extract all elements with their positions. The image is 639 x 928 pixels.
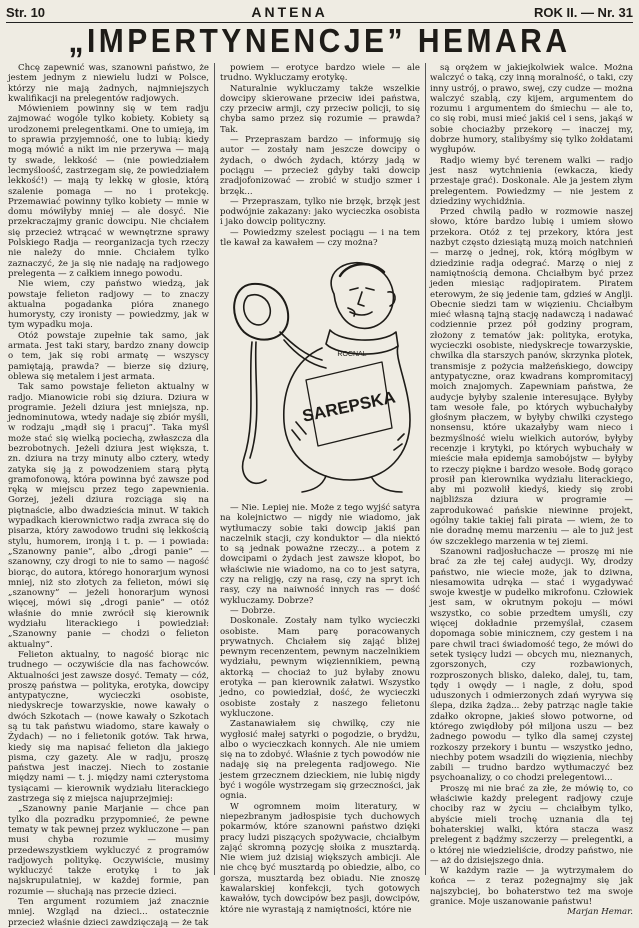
paragraph: W ogromnem moim literatury, w niepezbranym jadłospisie tych duchowych pokarmów, które szanowni państwo dzięki pracy ludzi piszących spożywacie, chciałbym zająć skromną pozycję słoika z musztardą. Nie wiem już dzisiaj większych ambicji. Ale nie chcę być musztardą po obiedzie, albo, co gorsza, musztardą bez obiadu. Nie znoszę kawalarskiej konfekcji, tych gotowych kawałów, tych dowcipów bez pasji, dowcipów, które nie wyrastają z namiętności, które nie [220,801,420,915]
paragraph: Proszę mi nie brać za złe, że mówię to, co właściwie każdy prelegent radjowy czuje chociby raz w życiu — chciałbym tylko, abyście mieli trochę uznania dla tej bohaterskiej walki, która stacza wasz prelegent z bądźmy szczerzy — prelegentki, a o której nie wiedzieliście, drodzy państwo, nie — aż do dzisiejszego dnia. [430,783,633,866]
column-right [430,63,633,918]
paragraph: Otóż powstaje zupełnie tak samo, jak armata. Jest taki stary, bardzo znany dowcip o tem, jak się robi armatę — wszyscy pamiętają, prawda? — bierze się dziurę, oblewa się metalem i jest armata. [8,330,209,382]
issue-number: ROK II. — Nr. 31 [534,4,633,20]
paragraph: — Przepraszam bardzo — informuję się autor — zostały nam jeszcze dowcipy o żydach, o dwóch żydach, którzy jadą w pociągu — przecież gdyby taki dowcip zradjofonizować — zrobić w studjo szmer i brzęk... [220,135,420,197]
page-number: Str. 10 [6,4,46,20]
paragraph: W każdym razie — ja wytrzymałem do końca — z teraz pożegnajmy się jak najszybciej, bo bohaterstwo też ma swoje granice. Moje uszanowanie państwu! [430,866,633,908]
paragraph: Szanowni radjosłuchacze — proszę mi nie brać za złe tej całej audycji. Wy, drodzy państwo, nie wiecie może, jak to dziwna, niesamowita udręka — stać i wygadywać swoje kwestje w pudełko mikrofonu. Człowiek jest sam, w okrutnym pokoju — mówi wszystko, co sobie przedtem umyśli, czy więcej dokładnie przemyślał, czasem dopomaga sobie minicznem, czy gestem i na pare chwil traci świadomość tego, że mówi do setek tysięcy ludzi — obcych mu, nieznanych, zgorszonych, czy rozbawionych, rozproszonych blisko, daleko, dalej, tu, tam, tędy i owędy — i nagle, z dołu, spod uduszonych i odmierzonych zdań wyrywa się ślepa, dzika żądza... żeby patrząc nagle takie zdałko okropne, jakieś słowo potworne, od którego zwiędłoby pół miljona uszu — bez żadnego powodu — tylko dla samej czystej rozkoszy przekory i buntu — wszystko jedno, niechby potem wsadzili do więzienia, niechby zabili — trudno bardzo wytłumaczyć bez psychoanalizy, o co chodzi prelegentowi... [430,546,633,784]
column-middle-top [220,63,420,247]
paragraph: Przed chwilą padło w rozmowie naszej słowo, które bardzo lubię i umiem słowo przekora. Otóż z tej przekory, która jest nazbyt często dziesiątą muzą moich natchnień — marzę o jednej, rok, którą mógłbym w dziedzinie radja odegrać. Marzę o niej z namiętnością demona. Chciałbym być przez jeden miesiąc radjopiratem. Piratem eterowym, że się jedenie tam, gdzieś w Anglji. Obecnie siedzi tam w więzieniu. Chciałbym mieć własną tajną stację nadawczą i nadawać codziennie przez pół godziny program, złożony z tematów jak: polityka, erotyka, wycieczki osobiste, niedyskrecje towarzyskie, chwilka dla starszych panów, skrzynka plotek, transmisje z pożycia małżeńskiego, dowcipy antypatyczne, oraz kwadrans kompromitacyj moich znajomych. Zapewniam państwa, że audycje byłyby szalenie interesujące. Byłyby tam wesołe fale, po których wybuchałyby głośnym płaczem, w byłyby chwilki czystego nonsensu, które ukazałyby wam nieco i bezmyślność wielu wielkich autorów, byłyby recenzje i krytyki, po których wybuchały w mieście mała epidemja samobójstw — byłyby to rzeczy piękne i bardzo wesołe. Bodę gorąco prosił pan kierownika wydziału literackiego, aby mi pozwolił kiedyś, kiedy się zrobi najbliższa dziura w programie — zaprodukować pańskie niewinne projekt, ogólny takie takiej fali pirata — wiem, że to nie doradnę memu marzeniu — ale to już jest ów szczeklego marzenia w tej ziemi. [430,207,633,547]
paragraph: Zastanawiałem się chwilkę, czy nie wygłosić małej satyrki o pogodzie, o brydżu, albo o wycieczkach konnych. Ale nie umiem się na to zdobyć. Właśnie z tych powodów nie nadaję się na prelegenta radjowego. Nie jestem grzecznem dzieckiem, nie lubię nigdy być i wogóle wystrzegam się grzeczności, jak ognia. [220,719,420,802]
paragraph: Chcę zapewnić was, szanowni państwo, że jestem jednym z niewielu ludzi w Polsce, którzy nie mają żadnych, najmniejszych kwalifikacji na prelegentów radjowych. [8,63,209,104]
collar-label: ROCNAL [337,351,367,358]
paragraph: Tak samo powstaje felieton aktualny w radjo. Mianowicie robi się dziura. Dziura w programie. Jeżeli dziura jest mniejsza, np. jednominutowa, wtedy nadaje się zbiór myśli, w rodzaju „mądł się i pracuj”. Taka myśl może stać się wielką pociechą, zwłaszcza dla bezrobotnych. Jeżeli dziura jest większa, t. zn. dziura na trzy minuty albo cztery, wtedy zatyka się ją z powodzeniem starą płytą gramofonową, która powinna być zawsze pod ręką w miejscu przez tego zapewnienia. Gorzej, jeżeli dziura rozciąga się na piętnaście, albo dwadzieścia minut. W takich wypadkach kierownictwo radja zwraca się do pisarza, który zawodowo trudni się lekkością stylu, humorem, ironją i t. p. — i powiada: „Szanowny panie”, albo „drogi panie” — szanowny, czy drogi to nie to samo — nagość biorąc, do autora, którego honorarjum wynosi mniej, niż sto złotych za felieton, mówi się „szanowny” — jeżeli honorarjum wynosi więcej, mówi się „drogi panie” — otóż właśnie do mnie zwrócił się kierownik wydziału literackiego i powiedział: „Szanowny panie — chodzi o felieton aktualny”. [8,382,209,650]
paragraph: Ten argument rozumiem jaź znacznie mniej. Wzgląd na dzieci... ostatecznie przecież właśnie dzieci zawdzięczają — że tak [8,897,209,928]
paragraph: Mówieniem powinny się w tem radju zajmować wogóle tylko kobiety. Kobiety są urodzonemi prelegentkami. One to umieją, im to sprawia przyjemność, one to lubią: kiedy mogą mówić a nikt im nie przerywa — mają ty swade, lekkość — (nie powiedziałem lecmyśloość, zastrzegam się, że powiedziałem lekkość!) — mają ty lekkę w głosie, którą szalenie pomaga — no i protekcję. Przemawiać powinny tylko kobiety — mnie w domu mówiłyby mniej — ale dosyć. Nie przekraczajmy granic dowcipu. Nie chciałem się przecież wtrącać w wewnętrzne sprawy Polskiego Radja — reorganizacja tych rzeczy nie należy do mnie. Chciałem tylko zaznaczyć, że ja się nie nadaję na radjowego prelegenta — z całkiem innego powodu. [8,104,209,279]
paragraph: są orężem w jakiejkolwiek walce. Można walczyć o taką, czy inną moralność, o taki, czy inny ustrój, o prawo, swej, czy cudze — można walczyć szablą, czy kijem, argumentem do rozumu i argumentem do śmiechu — ale to, co się robi, musi mieć jakiś cel i sens, jakąś w sobie chociażby przekorę — inaczej my, dobrze humory, stalibyśmy się tylko żołdatami wygłupów. [430,63,633,156]
paragraph: „Szanowny panie Marjanie — chce pan tylko dla pozradku przypomnieć, że pewne tematy w tak pewnej przez wykluczone — pan musi chyba rozumie — musimy przedewszystkiem wykluczyć z programów radjowych politykę. Oczywiście, musimy wykluczyć także erotykę i to jak najskrupulatniej, w każdej formie, pan rozumie — słuchają nas przecie dzieci. [8,804,209,897]
column-left [8,63,209,928]
column-middle-bottom [220,503,420,915]
caricature-illustration [222,250,418,502]
article-title: „IMPERTYNENCJE” HEMARA [68,23,571,60]
magazine-name: ANTENA [251,4,328,20]
paragraph: powiem — erotyce bardzo wiele — ale trudno. Wykluczamy erotykę. [220,63,420,84]
column-rule-left [214,63,215,875]
paragraph: — Nie. Lepiej nie. Może z tego wyjść satyra na kolejnictwo — nigdy nie wiadomo, jak wytłumaczy sobie taki dowcip jakiś pan naczelnik stacji, czy konduktor — dla niektó to są jednak poważne rzeczy... a potem z dowcipami o żydach jest zawsze kłopot, bo właściwie nie wiadomo, na co to jest satyra, czy na religję, czy na rasę, czy na spryt ich rasy, czy na naiwność innych ras — dość wykluczamy. Dobrze? [220,503,420,606]
paragraph: — Powiedzmy szelest pociągu — i na tem tle kawał za kawałem — czy można? [220,227,420,249]
bottle-label: SAREPSKA [300,387,398,426]
paragraph: Radjo wiemy być terenem walki — radjo jest nasz wytchnienia (ewkacza, kiedy przestaje grać). Doskonale. Ale ja jestem złym prelegentem. Powiedzmy — nie jestem z dziedziny wychidźnia. [430,155,633,207]
column-rule-right [425,63,426,875]
column-right-body [430,63,633,907]
paragraph: — Dobrze. [230,605,276,616]
paragraph: Nie wiem, czy państwo wiedzą, jak powstaje felieton radjowy — to znaczy aktualna pogadanka pióra znanego humorysty, czy ironisty — powiedzmy, jak w tym wypadku moja. [8,279,209,331]
author-signature: Marjan Hemar. [567,907,633,918]
paragraph: Felieton aktualny, to nagość biorąc nic trudnego — oczywiście dla nas fachowców. Aktualności jest zawsze dosyć. Tematy — cóż, proszę państwa — polityka, erotyka, dowcipy antypatyczne, wycieczki osobiste, niedyskrecje towarzyskie, nowe kawały o dwóch Szkotach — (nowe kawały o Szkotach są tu tak państwu wiadomo, stare kawały o Żydach) — no i felietonik gotów. Tak hrwa, kiedy się ma napisać felieton dla jakiego pisma, czy gazety. Ale w radju, proszę państwa jest inaczej. Niech to zostanie między nami — t. j. między nami czterystoma tysiącami — kierownik wydziału literackiego zastrzega się z miejsca najuprzejmiej: [8,649,209,805]
paragraph: — Przepraszam, tylko nie brzęk, brzęk jest podwójnie zakazany: jako wycieczka osobista i jako dowcip polityczny. [220,196,420,228]
page-header [6,2,633,23]
paragraph: Naturalnie wykluczamy także wszelkie dowcipy skierowane przeciw idei państwa, czy przeciw armji, czy przeciw policji, to się chyba samo przez się rozumie — prawda? Tak. [220,83,420,135]
paragraph: Doskonale. Zostały nam tylko wycieczki osobiste. Mam parę poracowanych prywatnych. Chciałem się zająć bliżej pewnym recenzentem, pewnym naczelnikiem wydziału, pewnym więziennikiem, pewną aktorką — chociaż to już byłaby znowu erotyka — pan kierownik załatwi. Wszystko jedno, co powiedział, dość, że wycieczki osobiste zostały z naszego felietonu wykluczone. [220,616,420,719]
